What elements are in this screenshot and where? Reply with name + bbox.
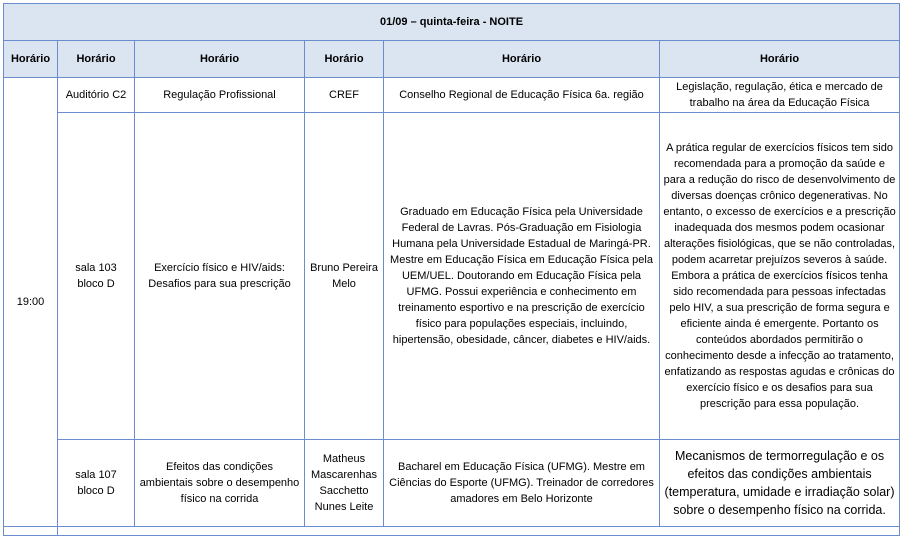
header-cell: Horário: [384, 41, 660, 78]
curriculo-cell: Bacharel em Educação Física (UFMG). Mestre em Ciências do Esporte (UFMG). Treinador de corredores amadores em Belo Horizonte: [384, 440, 660, 527]
table-row: [4, 440, 900, 527]
schedule-table: [3, 3, 900, 536]
time-cell: 19:00: [4, 78, 58, 527]
curriculo-cell: Graduado em Educação Física pela Universidade Federal de Lavras. Pós-Graduação em Fisiologia Humana pela Universidade Estadual de Maringá-PR. Mestre em Educação Física em Educação Física pela UEM/UEL. Doutorando em Educação Física pela UFMG. Possui experiência e conhecimento em treinamento esportivo e na prescrição de exercício físico para populações especiais, incluindo, hipertensão, obesidade, câncer, diabetes e HIV/aids.: [384, 113, 660, 440]
resumo-cell: Mecanismos de termorregulação e os efeitos das condições ambientais (temperatura, umidade e irradiação solar) sobre o desempenho físico na corrida.: [660, 440, 900, 527]
header-cell: Horário: [135, 41, 305, 78]
title-row: [4, 4, 900, 41]
empty-cell: [4, 527, 58, 536]
header-row: [4, 41, 900, 78]
local-cell: sala 103 bloco D: [58, 113, 135, 440]
table-row-empty: [4, 527, 900, 536]
table-row: [4, 113, 900, 440]
local-cell: Auditório C2: [58, 78, 135, 113]
tema-cell: Efeitos das condições ambientais sobre o desempenho físico na corrida: [135, 440, 305, 527]
resumo-cell: A prática regular de exercícios físicos tem sido recomendada para a promoção da saúde e para a redução do risco de desenvolvimento de diversas doenças crônico degenerativas. No entanto, o excesso de exercícios e a prescrição inadequada dos mesmos podem ocasionar alterações fisiológicas, que se não controladas, podem acarretar prejuízos severos à saúde. Embora a prática de exercícios físicos tenha sido recomendada para pessoas infectadas pelo HIV, a sua prescrição de forma segura e eficiente ainda é emergente. Portanto os conteúdos abordados permitirão o conhecimento desde a infecção ao tratamento, enfatizando as respostas agudas e crônicas do exercício físico e os desafios para sua prescrição para essa população.: [660, 113, 900, 440]
header-cell: Horário: [58, 41, 135, 78]
empty-cell: [58, 527, 900, 536]
palestrante-cell: Bruno Pereira Melo: [305, 113, 384, 440]
curriculo-cell: Conselho Regional de Educação Física 6a. região: [384, 78, 660, 113]
tema-cell: Exercício físico e HIV/aids: Desafios para sua prescrição: [135, 113, 305, 440]
header-cell: Horário: [305, 41, 384, 78]
tema-cell: Regulação Profissional: [135, 78, 305, 113]
resumo-cell: Legislação, regulação, ética e mercado de trabalho na área da Educação Física: [660, 78, 900, 113]
palestrante-cell: CREF: [305, 78, 384, 113]
local-cell: sala 107 bloco D: [58, 440, 135, 527]
table-row: [4, 78, 900, 113]
header-cell: Horário: [4, 41, 58, 78]
schedule-title: 01/09 – quinta-feira - NOITE: [4, 4, 900, 41]
header-cell: Horário: [660, 41, 900, 78]
palestrante-cell: Matheus Mascarenhas Sacchetto Nunes Leite: [305, 440, 384, 527]
